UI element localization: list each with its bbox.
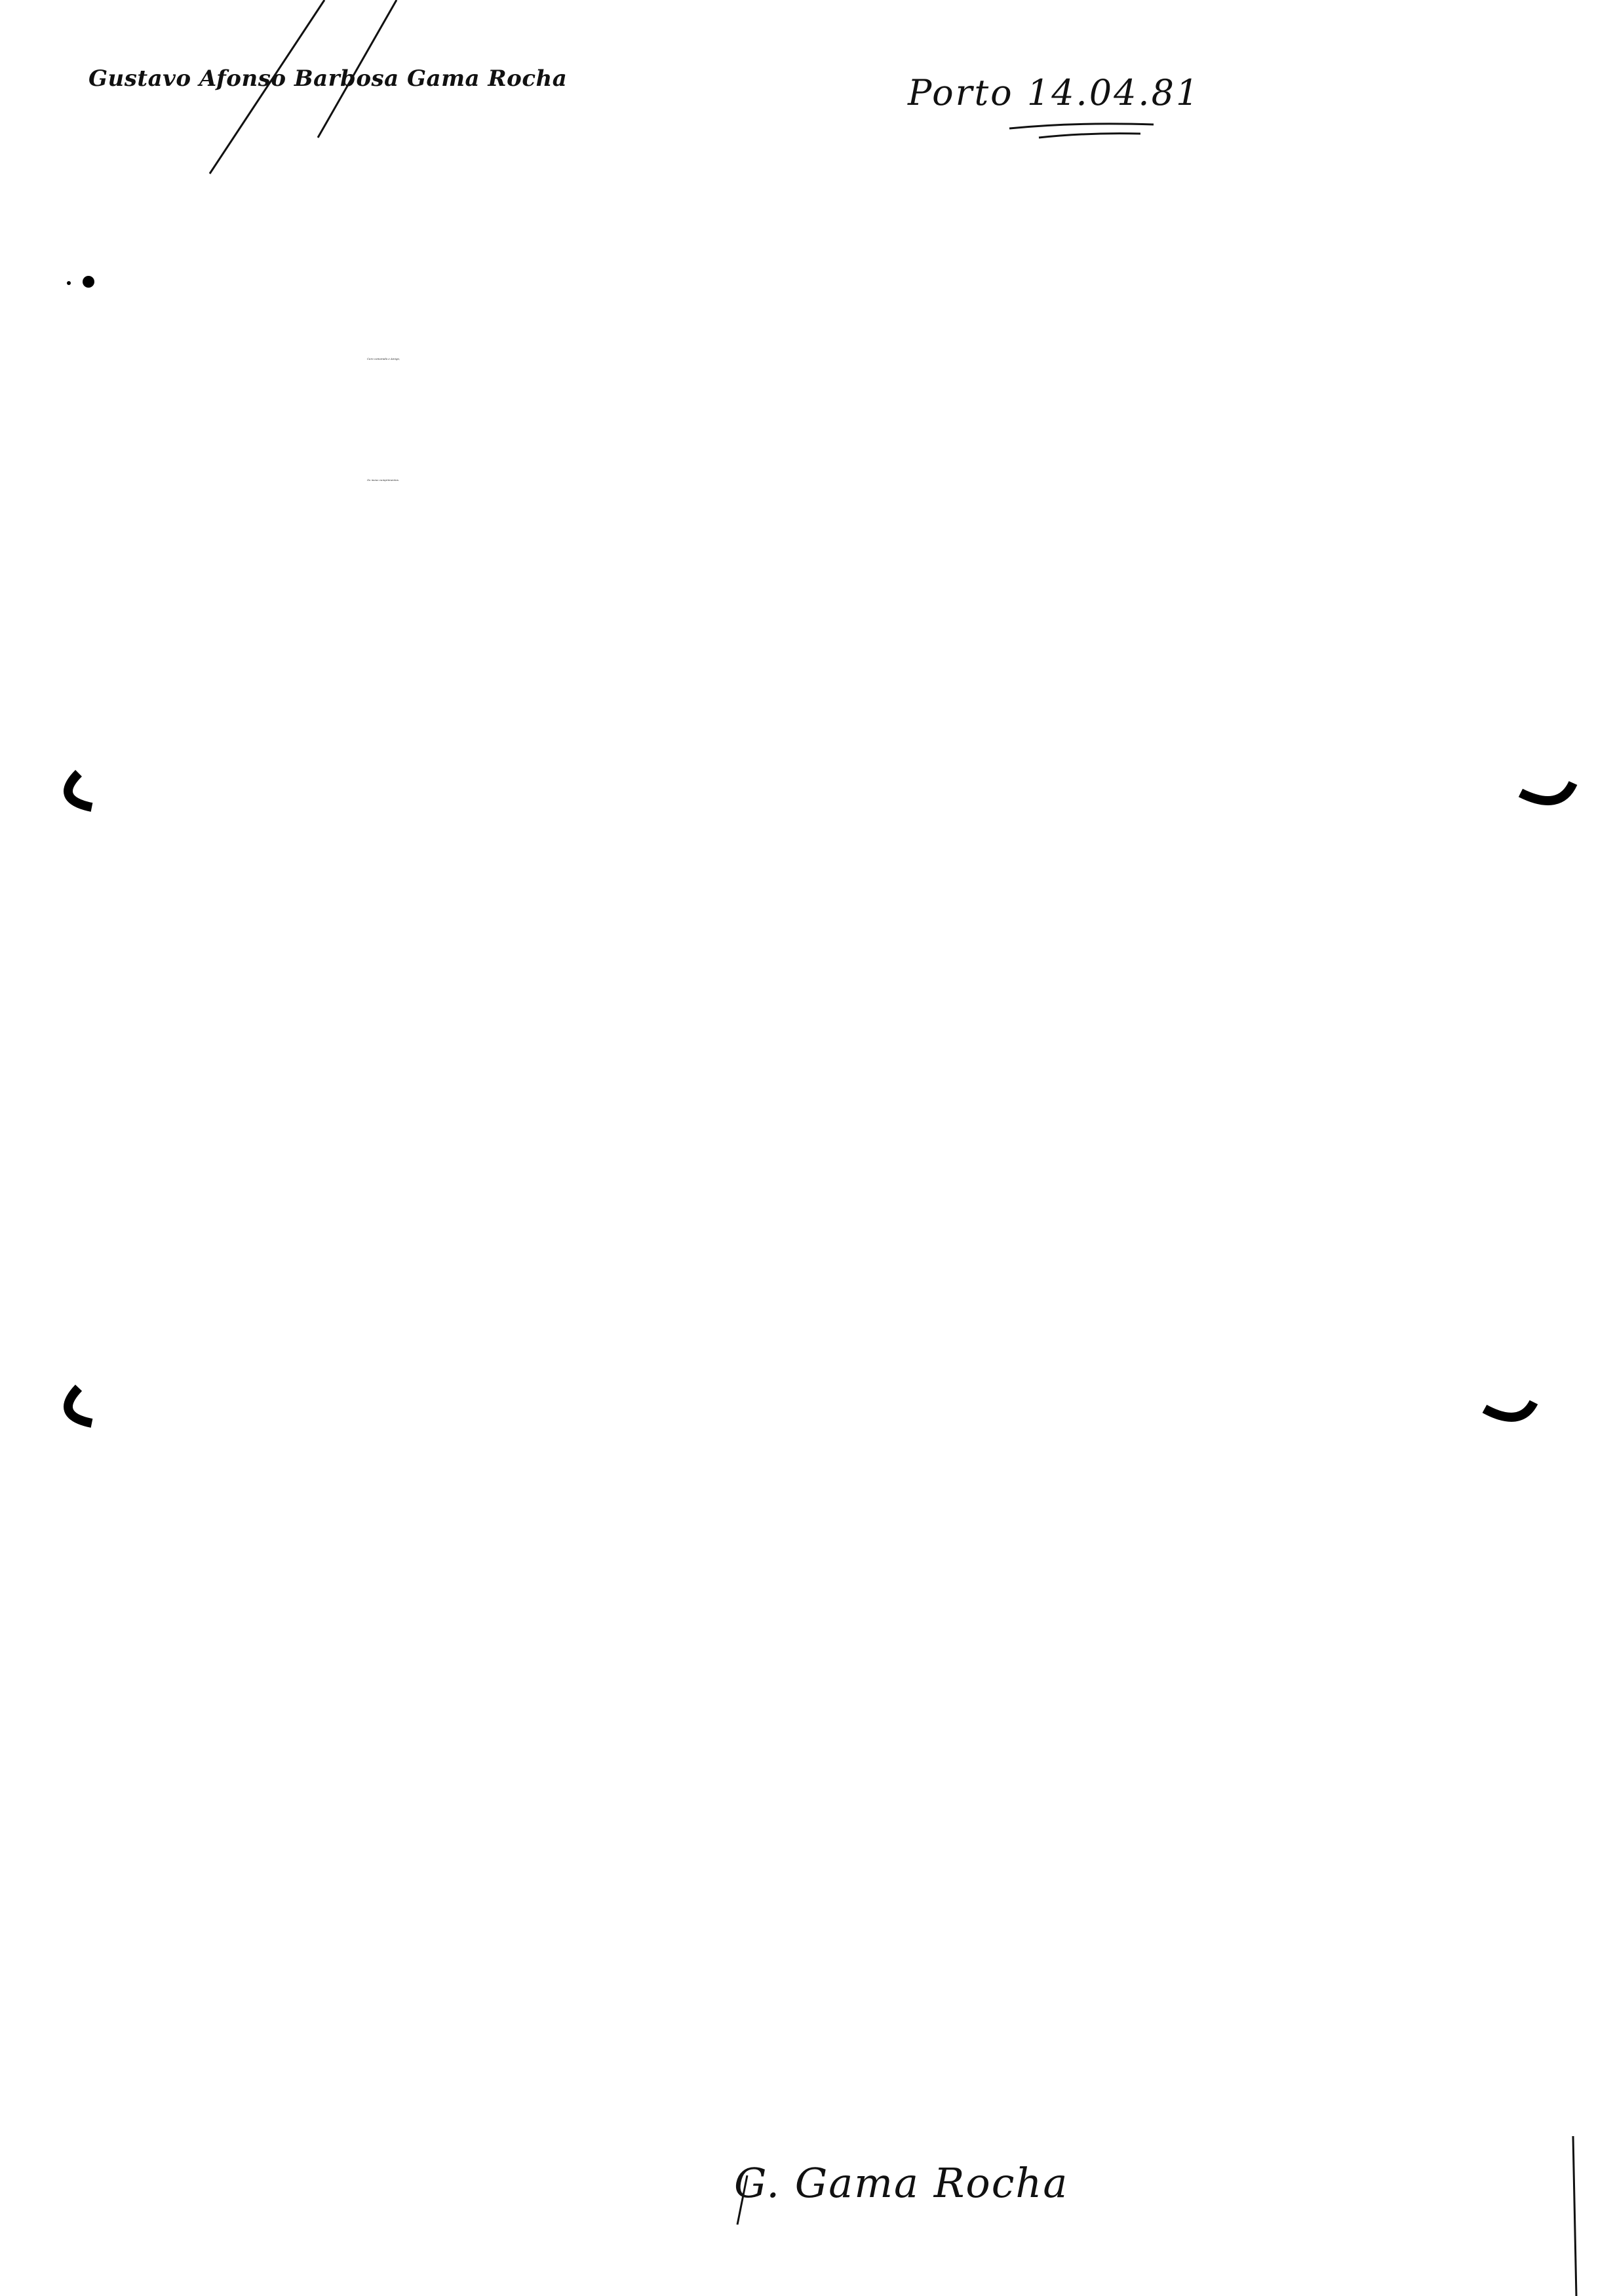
date-underline-1 bbox=[1009, 124, 1154, 128]
letter-date: Porto 14.04.81 bbox=[908, 72, 1201, 113]
diagonal-stroke-1 bbox=[210, 0, 324, 174]
signature: G. Gama Rocha bbox=[734, 2159, 1069, 2207]
salutation: Os meus cumprimentos. bbox=[367, 478, 400, 482]
hole-mark-right-1 bbox=[1521, 783, 1573, 801]
letterhead-name: Gustavo Afonso Barbosa Gama Rocha bbox=[88, 66, 568, 92]
punch-dot-small bbox=[67, 281, 71, 285]
diagonal-stroke-2 bbox=[318, 0, 397, 138]
date-underline-2 bbox=[1039, 134, 1140, 138]
greeting: Caro camarada e Amigo, bbox=[367, 357, 400, 360]
right-edge-line bbox=[1573, 2136, 1576, 2296]
punch-dot bbox=[83, 276, 94, 288]
hole-mark-left-1 bbox=[68, 773, 92, 807]
hole-mark-left-2 bbox=[68, 1388, 92, 1423]
hole-mark-right-2 bbox=[1485, 1402, 1534, 1417]
